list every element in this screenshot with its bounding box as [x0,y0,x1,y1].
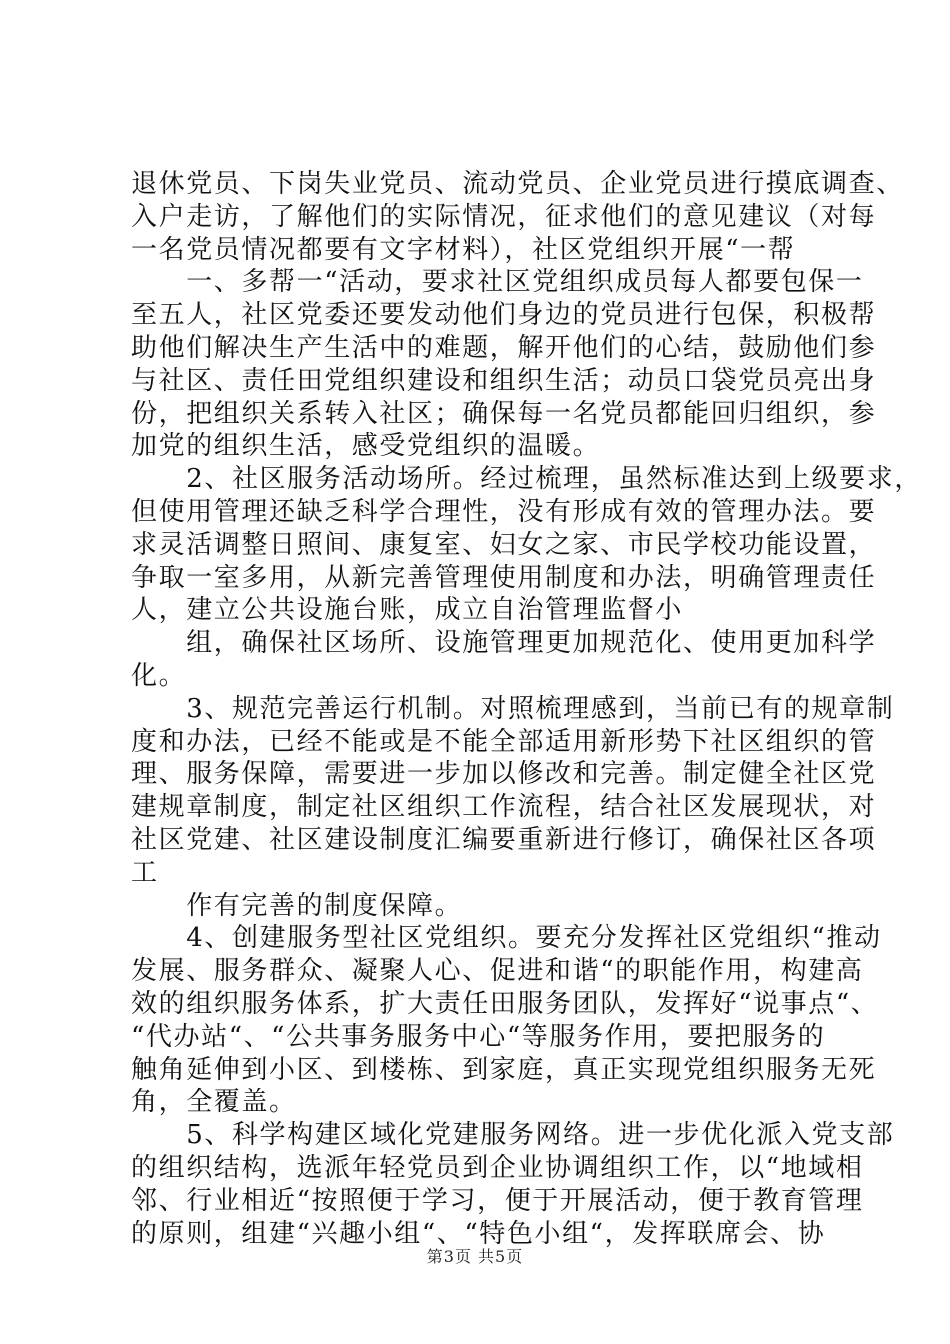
page-footer: 第3页 共5页 [426,1247,524,1266]
text-line: 5、科学构建区域化党建服务网络。进一步优化派入党支部 [131,1120,895,1151]
text-line: 一、多帮一“活动，要求社区党组织成员每人都要包保一 [131,267,864,298]
text-line: 理、服务保障，需要进一步加以修改和完善。制定健全社区党 [131,759,877,790]
text-line: 度和办法，已经不能或是不能全部适用新形势下社区组织的管 [131,726,877,757]
text-line: 角，全覆盖。 [131,1087,297,1118]
text-line: 3、规范完善运行机制。对照梳理感到，当前已有的规章制 [131,693,895,724]
text-line: 入户走访，了解他们的实际情况，征求他们的意见建议（对每 [131,201,877,232]
text-line: 退休党员、下岗失业党员、流动党员、企业党员进行摸底调查、 [131,169,904,199]
text-line: 建规章制度，制定社区组织工作流程，结合社区发展现状，对 [131,792,877,823]
text-line: 触角延伸到小区、到楼栋、到家庭，真正实现党组织服务无死 [131,1054,877,1085]
text-line: 2、社区服务活动场所。经过梳理，虽然标准达到上级要求， [131,464,922,495]
text-line: 邻、行业相近“按照便于学习，便于开展活动，便于教育管理 [131,1185,864,1216]
text-line: 发展、服务群众、凝聚人心、促进和谐“的职能作用，构建高 [131,956,864,987]
text-line: 的原则，组建“兴趣小组“、“特色小组“，发挥联席会、协 [131,1218,826,1249]
text-line: 工 [131,857,159,888]
text-line: 争取一室多用，从新完善管理使用制度和办法，明确管理责任 [131,562,877,593]
text-line: 的组织结构，选派年轻党员到企业协调组织工作，以“地域相 [131,1152,864,1183]
text-line: 份，把组织关系转入社区；确保每一名党员都能回归组织，参 [131,398,877,429]
text-line: 4、创建服务型社区党组织。要充分发挥社区党组织“推动 [131,923,882,954]
text-line: 效的组织服务体系，扩大责任田服务团队，发挥好“说事点“、 [131,988,879,1019]
text-line: 作有完善的制度保障。 [131,890,463,921]
text-line: 社区党建、社区建设制度汇编要重新进行修订，确保社区各项 [131,824,877,855]
text-line: 助他们解决生产生活中的难题，解开他们的心结，鼓励他们参 [131,332,877,363]
text-line: 一名党员情况都要有文字材料），社区党组织开展“一帮 [131,234,796,265]
text-line: 加党的组织生活，感受党组织的温暖。 [131,431,601,462]
text-line: 人，建立公共设施台账，成立自治管理监督小 [131,595,684,626]
text-line: 化。 [131,660,187,691]
text-line: 组，确保社区场所、设施管理更加规范化、使用更加科学 [131,628,877,659]
text-line: 至五人，社区党委还要发动他们身边的党员进行包保，积极帮 [131,300,877,331]
text-line: 与社区、责任田党组织建设和组织生活；动员口袋党员亮出身 [131,365,877,396]
text-line: “代办站“、“公共事务服务中心“等服务作用，要把服务的 [131,1021,826,1052]
text-line: 但使用管理还缺乏科学合理性，没有形成有效的管理办法。要 [131,496,877,527]
document-body [131,168,922,1250]
text-line: 求灵活调整日照间、康复室、妇女之家、市民学校功能设置， [131,529,877,560]
